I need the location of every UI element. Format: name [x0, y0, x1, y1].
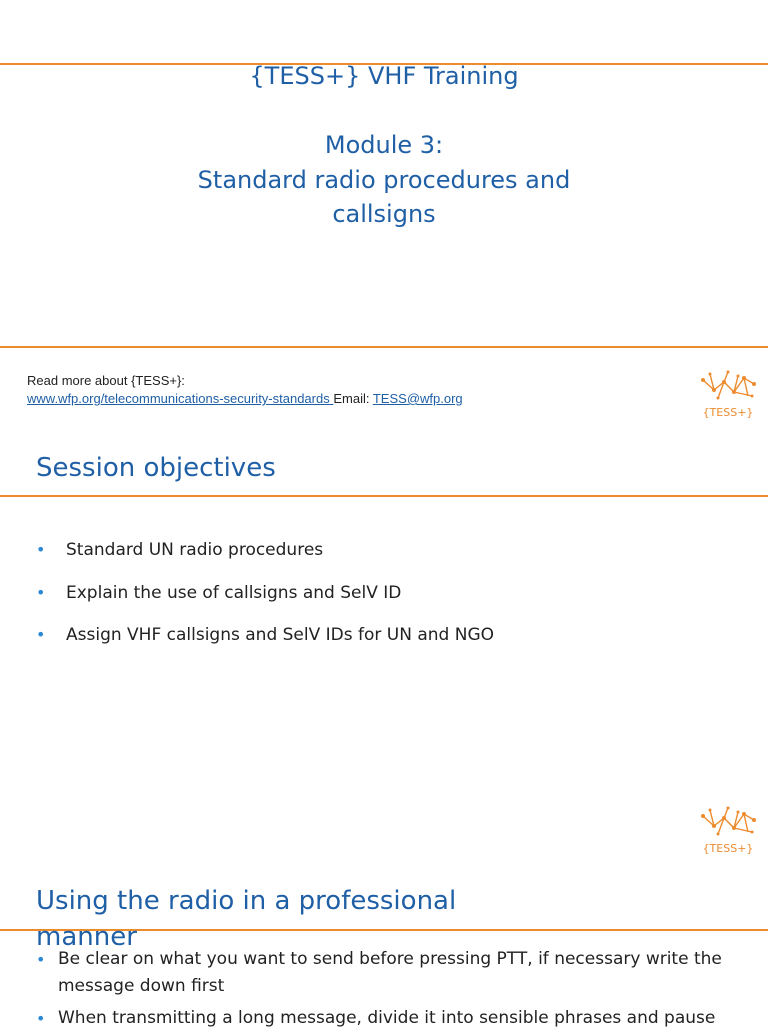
list-item — [36, 540, 736, 583]
list-item-text: Standard UN radio procedures — [66, 540, 324, 560]
email-link[interactable]: TESS@wfp.org — [372, 391, 463, 406]
list-item-text: When transmitting a long message, divide it into sensible phrases and pause — [58, 1008, 716, 1028]
footer-links — [27, 391, 463, 406]
list-item-text: Assign VHF callsigns and SelV IDs for UN and NGO — [66, 625, 495, 645]
objectives-list — [36, 540, 736, 667]
slide3-bullet-1 — [36, 946, 756, 1000]
website-link[interactable]: www.wfp.org/telecommunications-security-standards — [27, 391, 334, 406]
slide1-subtitle-line1: Standard radio procedures and — [197, 166, 571, 194]
logo-caption: {TESS+} — [702, 842, 754, 855]
slide3-heading-line1: Using the radio in a professional — [36, 886, 457, 916]
bullet-dot: • — [36, 583, 46, 602]
email-label: Email: — [333, 391, 370, 406]
slide1-subtitle-line2: callsigns — [332, 200, 436, 228]
list-item — [36, 625, 736, 667]
tess-logo — [698, 806, 758, 856]
list-item-text: Explain the use of callsigns and SelV ID — [66, 583, 402, 603]
bullet-dot: • — [36, 625, 46, 644]
bullet-dot: • — [36, 540, 46, 559]
slide3-heading-line2: manner — [36, 922, 137, 952]
tess-logo — [698, 370, 758, 420]
logo-caption: {TESS+} — [702, 406, 754, 419]
session-objectives-heading: Session objectives — [36, 453, 276, 483]
slide1-bottom-rule — [0, 346, 768, 348]
slide2-heading-rule — [0, 495, 768, 497]
slide1-subtitle-module: Module 3: — [324, 131, 444, 159]
bullet-dot: • — [36, 950, 46, 969]
bullet-dot: • — [36, 1009, 46, 1028]
list-item — [36, 583, 736, 625]
network-icon — [698, 806, 758, 838]
list-item-text: Be clear on what you want to send before pressing PTT, if necessary write the message down first — [58, 949, 722, 996]
slide1-title: {TESS+} VHF Training — [249, 62, 519, 90]
slide3-bullet-2 — [36, 1005, 756, 1032]
network-icon — [698, 370, 758, 402]
footer-read-more: Read more about {TESS+}: — [27, 373, 185, 388]
